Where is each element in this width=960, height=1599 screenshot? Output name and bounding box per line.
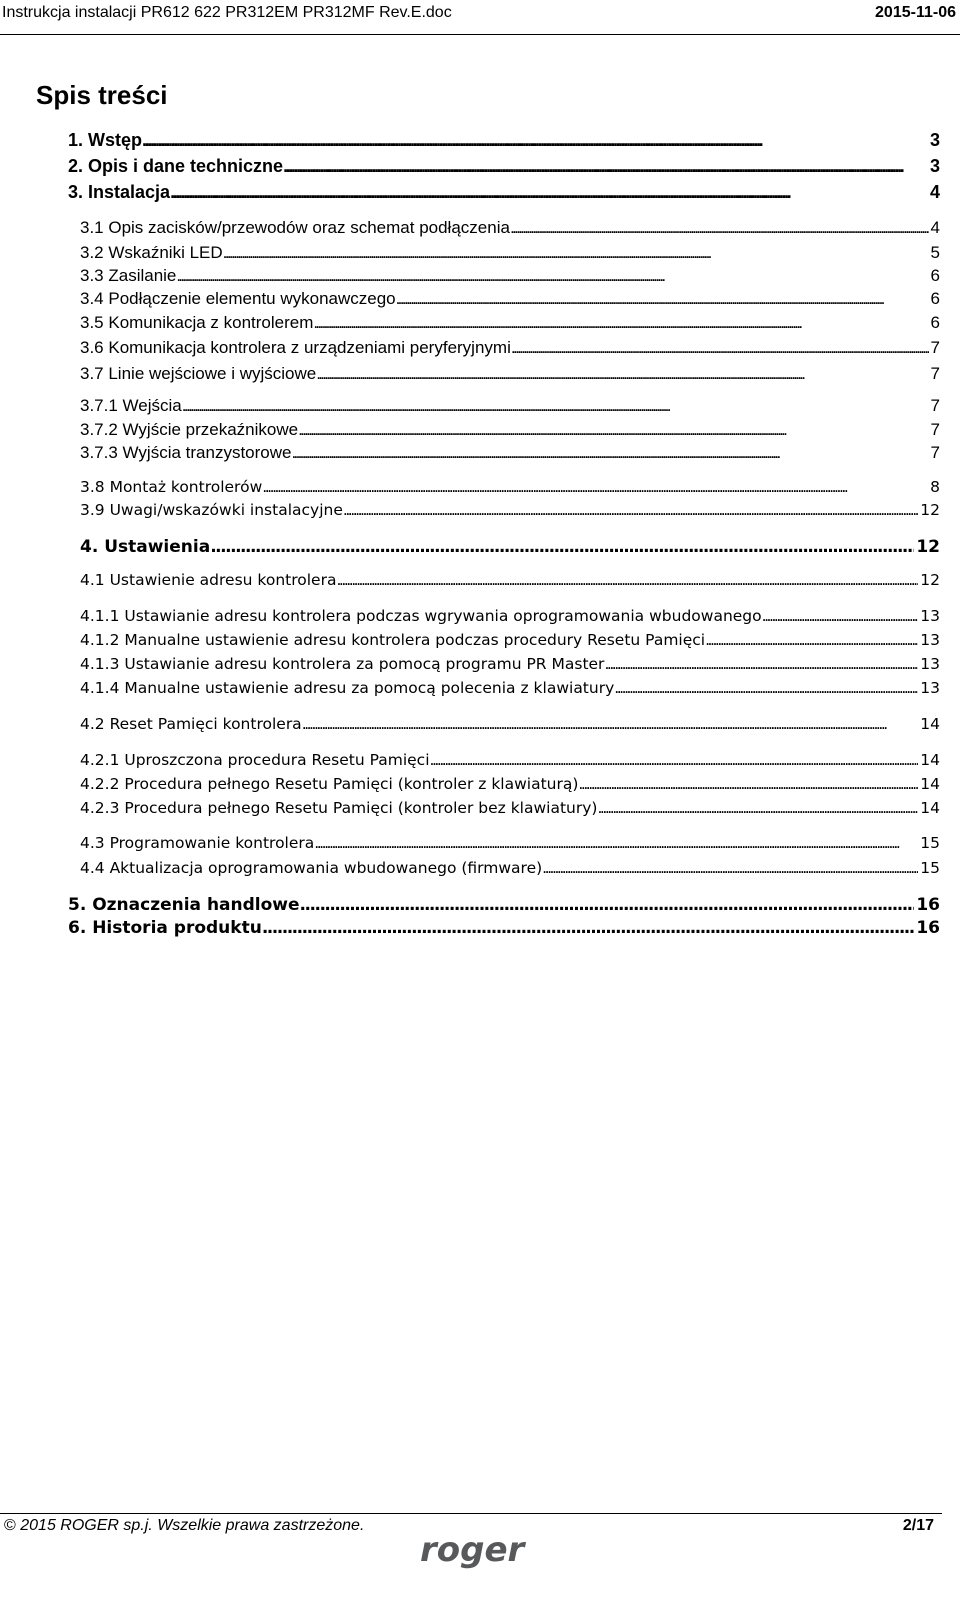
- toc-entry[interactable]: [80, 715, 940, 739]
- toc-entry-text: 4.2.3 Procedura pełnego Resetu Pamięci (kontroler bez klawiatury): [80, 799, 598, 817]
- toc-entry[interactable]: [80, 537, 940, 561]
- toc-leader: [182, 396, 929, 416]
- toc-leader: [223, 243, 929, 263]
- toc-entry-page: 7: [930, 443, 940, 462]
- toc-entry[interactable]: [80, 751, 940, 775]
- toc-entry-text: 3.1 Opis zacisków/przewodów oraz schemat podłączenia: [80, 218, 510, 237]
- toc-leader: [176, 266, 928, 286]
- roger-logo: roger: [420, 1530, 525, 1570]
- toc-entry[interactable]: [80, 364, 940, 388]
- toc-leader: [314, 834, 918, 852]
- toc-leader: [336, 571, 918, 589]
- toc-leader: [210, 537, 914, 557]
- toc-entry-text: 4.1.3 Ustawianie adresu kontrolera za pomocą programu PR Master: [80, 655, 605, 673]
- toc-entry[interactable]: [80, 478, 940, 502]
- toc-leader: [343, 501, 918, 519]
- toc-leader: [430, 751, 919, 769]
- toc-entry-text: 4.2.1 Uproszczona procedura Resetu Pamięci: [80, 751, 430, 769]
- toc-title: Spis treści: [36, 80, 168, 110]
- toc-entry-text: 3.7.2 Wyjście przekaźnikowe: [80, 420, 299, 439]
- toc-entry-page: 3: [929, 130, 940, 150]
- toc-entry-text: 3.9 Uwagi/wskazówki instalacyjne: [80, 501, 343, 519]
- toc-entry-text: 4.1.2 Manualne ustawienie adresu kontrolera podczas procedury Resetu Pamięci: [80, 631, 706, 649]
- toc-entry[interactable]: [80, 338, 940, 362]
- toc-entry[interactable]: [68, 918, 940, 942]
- copyright-text: 2015 ROGER sp.j. Wszelkie prawa zastrzeżone.: [20, 1517, 365, 1534]
- toc-entry-text: 6. Historia produktu: [68, 918, 262, 938]
- toc-entry-page: 12: [920, 571, 940, 589]
- toc-leader: [604, 655, 918, 673]
- toc-entry-page: 16: [916, 895, 940, 915]
- toc-leader: [510, 218, 929, 238]
- toc-entry-text: 4. Ustawienia: [80, 537, 211, 557]
- toc-entry-text: 3.2 Wskaźniki LED: [80, 243, 223, 262]
- toc-entry[interactable]: [80, 607, 940, 631]
- toc-entry-page: 7: [930, 338, 940, 357]
- toc-entry-text: 2. Opis i dane techniczne: [68, 156, 284, 176]
- toc-leader: [578, 775, 918, 793]
- toc-leader: [313, 313, 928, 333]
- toc-entry-page: 4: [929, 182, 940, 202]
- toc-leader: [142, 130, 928, 151]
- toc-entry-page: 13: [920, 679, 940, 697]
- toc-entry-text: 4.2.2 Procedura pełnego Resetu Pamięci (kontroler z klawiaturą): [80, 775, 579, 793]
- toc-entry[interactable]: [80, 834, 940, 858]
- toc-leader: [291, 443, 928, 463]
- toc-entry[interactable]: [80, 631, 940, 655]
- toc-entry-page: 14: [920, 751, 940, 769]
- toc-entry-page: 6: [930, 266, 940, 285]
- toc-leader: [614, 679, 918, 697]
- toc-entry[interactable]: [80, 443, 940, 467]
- toc-entry-page: 14: [920, 775, 940, 793]
- toc-entry[interactable]: [80, 313, 940, 337]
- toc-entry[interactable]: [80, 218, 940, 242]
- toc-entry-page: 4: [930, 218, 940, 237]
- toc-entry-text: 3. Instalacja: [68, 182, 171, 202]
- toc-leader: [762, 607, 919, 625]
- toc-entry-page: 5: [930, 243, 940, 262]
- toc-entry-page: 15: [920, 834, 940, 852]
- toc-leader: [300, 895, 915, 915]
- toc-entry-page: 7: [930, 396, 940, 415]
- toc-entry-text: 3.6 Komunikacja kontrolera z urządzeniami peryferyjnymi: [80, 338, 511, 357]
- toc-entry[interactable]: [68, 130, 940, 154]
- toc-entry[interactable]: [80, 775, 940, 799]
- toc-leader: [511, 338, 929, 358]
- toc-entry[interactable]: [80, 571, 940, 595]
- page-number: 2/17: [902, 1517, 934, 1534]
- toc-entry-page: 3: [929, 156, 940, 176]
- toc-entry[interactable]: [80, 420, 940, 444]
- toc-leader: [542, 859, 918, 877]
- toc-entry-page: 14: [920, 799, 940, 817]
- toc-leader: [316, 364, 928, 384]
- toc-leader: [170, 182, 928, 203]
- toc-entry-text: 3.8 Montaż kontrolerów: [80, 478, 263, 496]
- toc-entry-text: 3.7.3 Wyjścia tranzystorowe: [80, 443, 292, 462]
- toc-entry[interactable]: [80, 655, 940, 679]
- toc-entry-page: 8: [930, 478, 940, 496]
- footer-copyright: [4, 1517, 364, 1535]
- toc-entry-page: 16: [916, 918, 940, 938]
- toc-leader: [298, 420, 928, 440]
- toc-leader: [302, 715, 919, 733]
- toc-entry-text: 4.3 Programowanie kontrolera: [80, 834, 315, 852]
- toc-entry[interactable]: [80, 799, 940, 823]
- toc-entry[interactable]: [80, 859, 940, 883]
- toc-entry[interactable]: [80, 679, 940, 703]
- toc-entry-page: 13: [920, 607, 940, 625]
- toc-leader: [262, 918, 915, 938]
- toc-entry-page: 13: [920, 655, 940, 673]
- toc-entry[interactable]: [80, 243, 940, 267]
- toc-entry-page: 14: [920, 715, 940, 733]
- toc-entry-text: 4.4 Aktualizacja oprogramowania wbudowanego (firmware): [80, 859, 543, 877]
- toc-entry-page: 7: [930, 420, 940, 439]
- footer-divider: [0, 1513, 942, 1514]
- toc-entry-text: 3.7.1 Wejścia: [80, 396, 182, 415]
- toc-leader: [396, 289, 929, 309]
- toc-entry-page: 13: [920, 631, 940, 649]
- toc-entry-page: 12: [920, 501, 940, 519]
- toc-entry-text: 3.5 Komunikacja z kontrolerem: [80, 313, 314, 332]
- toc-leader: [283, 156, 928, 177]
- toc-leader: [262, 478, 928, 496]
- toc-entry-text: 1. Wstęp: [68, 130, 143, 150]
- document-date: 2015-11-06: [875, 4, 956, 21]
- toc-entry-page: 15: [920, 859, 940, 877]
- toc-entry-text: 4.1.1 Ustawianie adresu kontrolera podczas wgrywania oprogramowania wbudowanego: [80, 607, 762, 625]
- copyright-icon: ©: [4, 1517, 16, 1534]
- page-header: [0, 0, 960, 35]
- toc-leader: [597, 799, 918, 817]
- toc-entry-text: 3.4 Podłączenie elementu wykonawczego: [80, 289, 396, 308]
- toc-entry-page: 7: [930, 364, 940, 383]
- toc-leader: [705, 631, 918, 649]
- toc-entry-text: 4.2 Reset Pamięci kontrolera: [80, 715, 302, 733]
- toc-entry[interactable]: [80, 266, 940, 290]
- toc-entry-page: 6: [930, 289, 940, 308]
- toc-entry-page: 12: [916, 537, 940, 557]
- toc-entry[interactable]: [68, 156, 940, 180]
- toc-entry[interactable]: [80, 396, 940, 420]
- toc-entry[interactable]: [68, 182, 940, 206]
- toc-entry-text: 3.7 Linie wejściowe i wyjściowe: [80, 364, 317, 383]
- toc-entry-text: 5. Oznaczenia handlowe: [68, 895, 300, 915]
- toc-entry-text: 4.1.4 Manualne ustawienie adresu za pomocą polecenia z klawiatury: [80, 679, 615, 697]
- toc-entry-text: 4.1 Ustawienie adresu kontrolera: [80, 571, 337, 589]
- toc-entry[interactable]: [80, 289, 940, 313]
- toc-entry-text: 3.3 Zasilanie: [80, 266, 177, 285]
- document-name: Instrukcja instalacji PR612 622 PR312EM PR312MF Rev.E.doc: [2, 4, 452, 21]
- toc-entry[interactable]: [80, 501, 940, 525]
- toc-entry[interactable]: [68, 895, 940, 919]
- toc-entry-page: 6: [930, 313, 940, 332]
